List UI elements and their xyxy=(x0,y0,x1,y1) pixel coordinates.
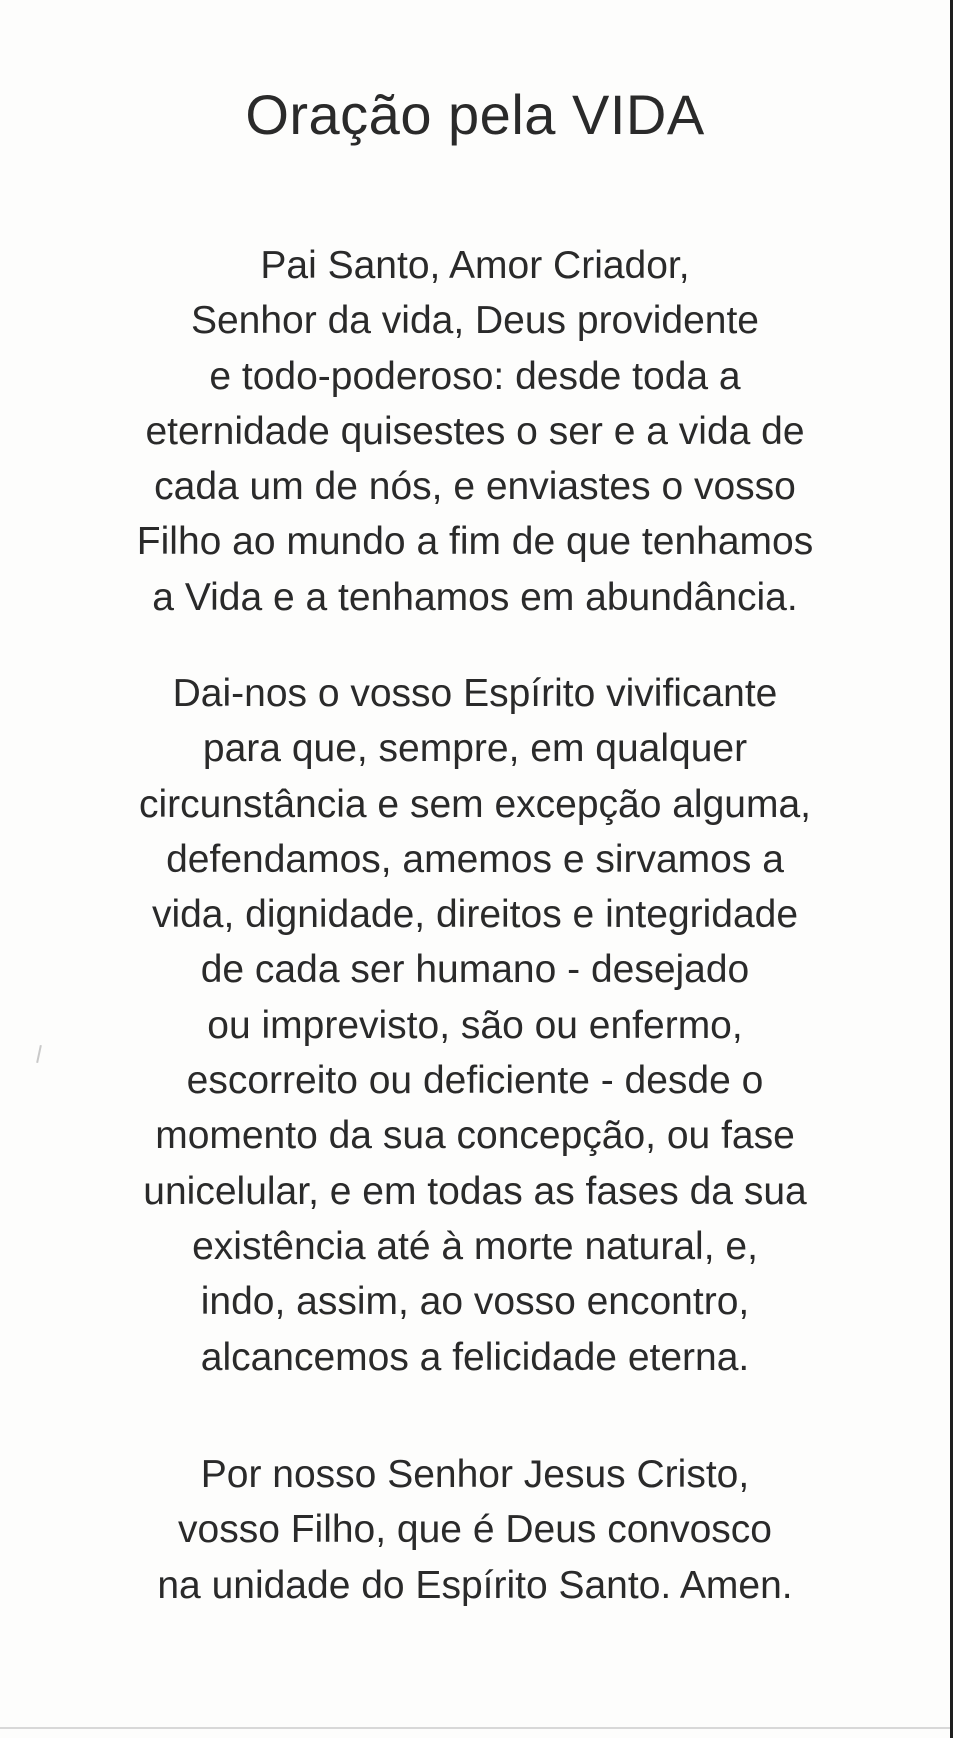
text-line: Senhor da vida, Deus providente xyxy=(190,299,760,343)
text-line: de cada ser humano - desejado xyxy=(200,948,750,992)
card-bottom-edge xyxy=(0,1727,950,1729)
text-line: cada um de nós, e enviastes o vosso xyxy=(154,465,796,509)
text-line: escorreito ou deficiente - desde o xyxy=(186,1059,764,1103)
text-line: e todo-poderoso: desde toda a xyxy=(209,354,741,398)
text-line: circunstância e sem excepção alguma, xyxy=(138,782,811,826)
text-line: Pai Santo, Amor Criador, xyxy=(260,244,690,287)
text-line: Filho ao mundo a fim de que tenhamos xyxy=(136,520,814,564)
text-line: ou imprevisto, são ou enfermo, xyxy=(207,1003,743,1047)
text-line: defendamos, amemos e sirvamos a xyxy=(166,837,784,881)
text-line: para que, sempre, em qualquer xyxy=(202,727,748,771)
text-line: na unidade do Espírito Santo. Amen. xyxy=(157,1563,793,1607)
text-line: vosso Filho, que é Deus convosco xyxy=(178,1508,772,1552)
text-line: vida, dignidade, direitos e integridade xyxy=(151,893,799,937)
text-line: momento da sua concepção, ou fase xyxy=(155,1114,795,1158)
prayer-paragraph-2 xyxy=(0,666,950,1385)
text-line: Por nosso Senhor Jesus Cristo, xyxy=(200,1453,750,1496)
scan-margin xyxy=(953,0,966,1738)
text-line: a Vida e a tenhamos em abundância. xyxy=(152,575,798,619)
text-line: Dai-nos o vosso Espírito vivificante xyxy=(172,672,778,715)
text-line: alcancemos a felicidade eterna. xyxy=(200,1335,750,1379)
text-line: unicelular, e em todas as fases da sua xyxy=(143,1169,807,1213)
prayer-paragraph-3 xyxy=(0,1447,950,1613)
text-line: eternidade quisestes o ser e a vida de xyxy=(145,409,805,453)
text-line: existência até à morte natural, e, xyxy=(192,1224,758,1268)
text-line: indo, assim, ao vosso encontro, xyxy=(200,1280,750,1324)
prayer-paragraph-1 xyxy=(0,238,950,625)
page-title: Oração pela VIDA xyxy=(245,83,705,146)
